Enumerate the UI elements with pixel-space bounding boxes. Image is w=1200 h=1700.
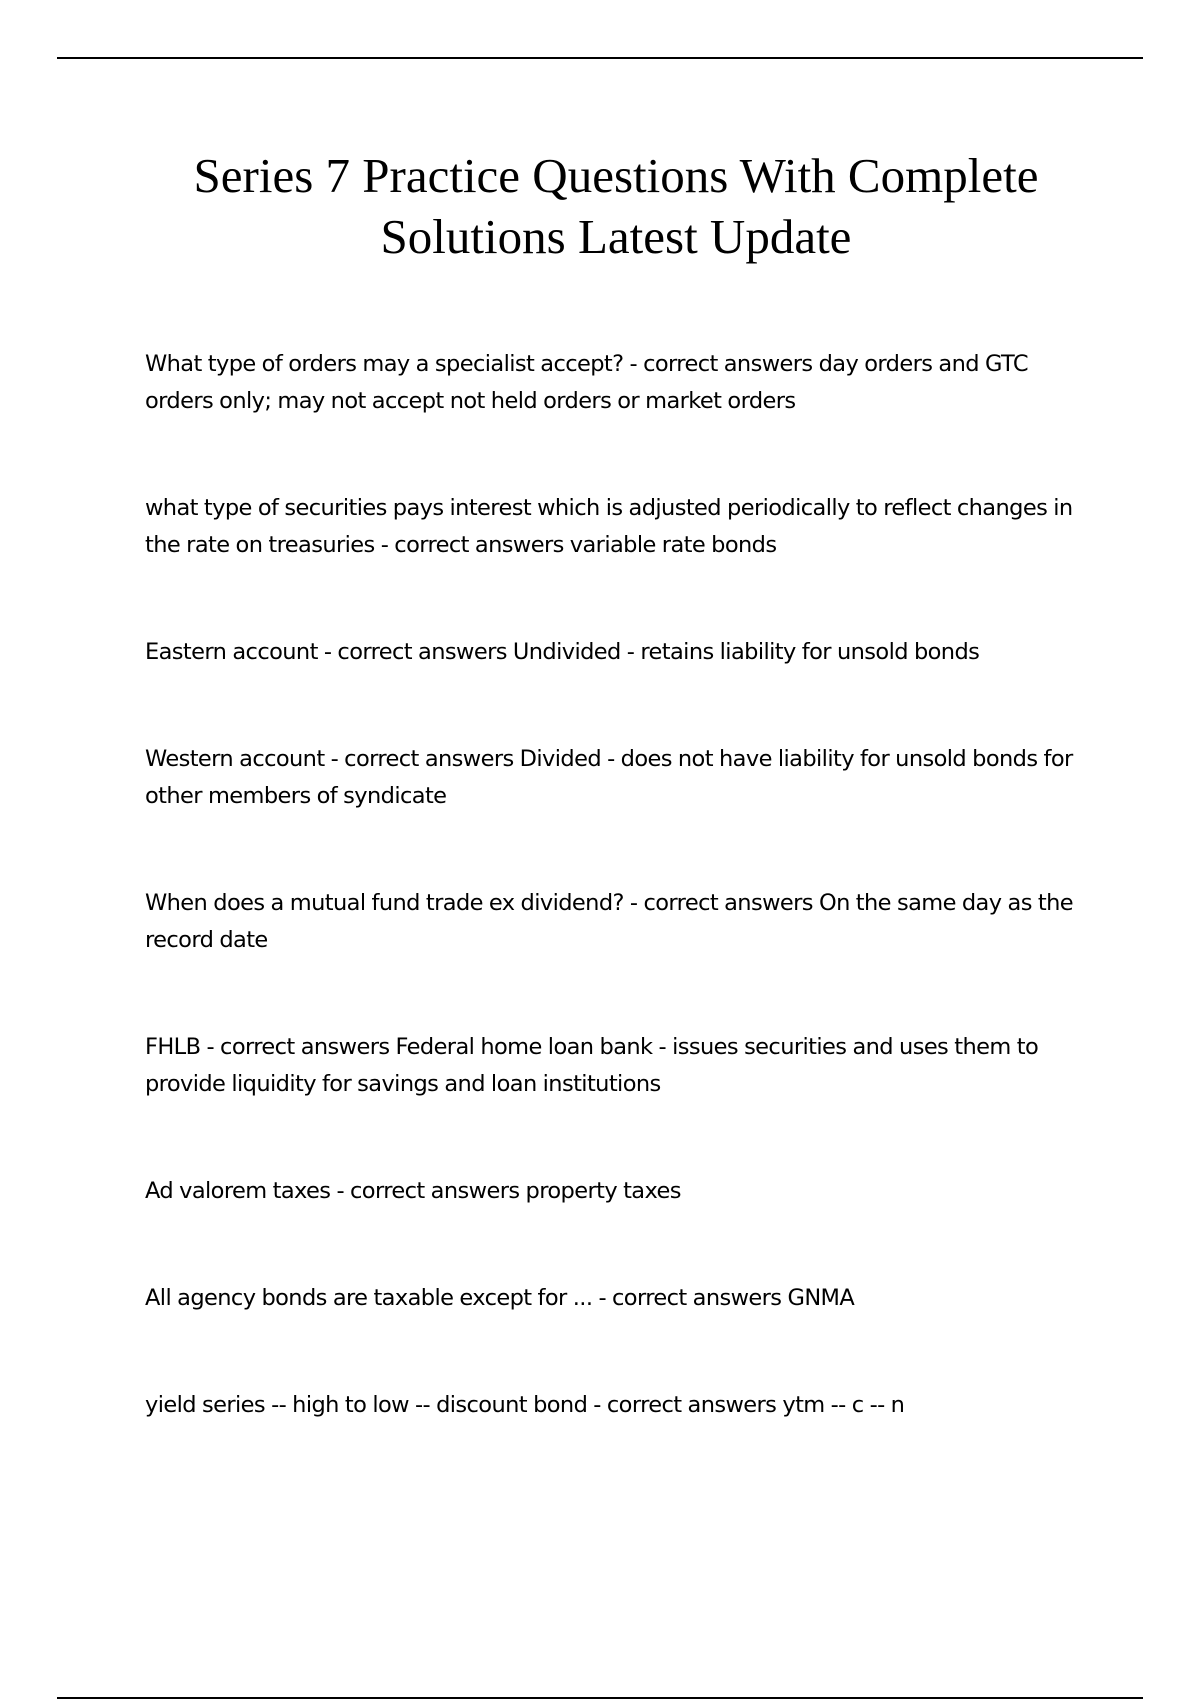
qa-entry-6: FHLB - correct answers Federal home loan bank - issues securities and uses them to provide liquidity for savings and loan institutions — [145, 1034, 1039, 1097]
qa-entry-7: Ad valorem taxes - correct answers property taxes — [145, 1178, 681, 1204]
qa-entry-4: Western account - correct answers Divided - does not have liability for unsold bonds for other members of syndicate — [145, 746, 1073, 809]
qa-entry-8: All agency bonds are taxable except for ... - correct answers GNMA — [145, 1285, 855, 1311]
top-rule — [57, 57, 1143, 59]
qa-entry-9: yield series -- high to low -- discount bond - correct answers ytm -- c -- n — [145, 1392, 905, 1418]
qa-entry-3: Eastern account - correct answers Undivided - retains liability for unsold bonds — [145, 639, 980, 665]
qa-entry-1: What type of orders may a specialist accept? - correct answers day orders and GTC orders only; may not accept not held orders or market orders — [145, 351, 1028, 414]
bottom-rule — [57, 1697, 1143, 1699]
document-title: Series 7 Practice Questions With Complete Solutions Latest Update — [193, 148, 1039, 264]
qa-entry-2: what type of securities pays interest which is adjusted periodically to reflect changes in the rate on treasuries - correct answers variable rate bonds — [145, 495, 1073, 558]
qa-entry-5: When does a mutual fund trade ex dividend? - correct answers On the same day as the record date — [145, 890, 1074, 953]
